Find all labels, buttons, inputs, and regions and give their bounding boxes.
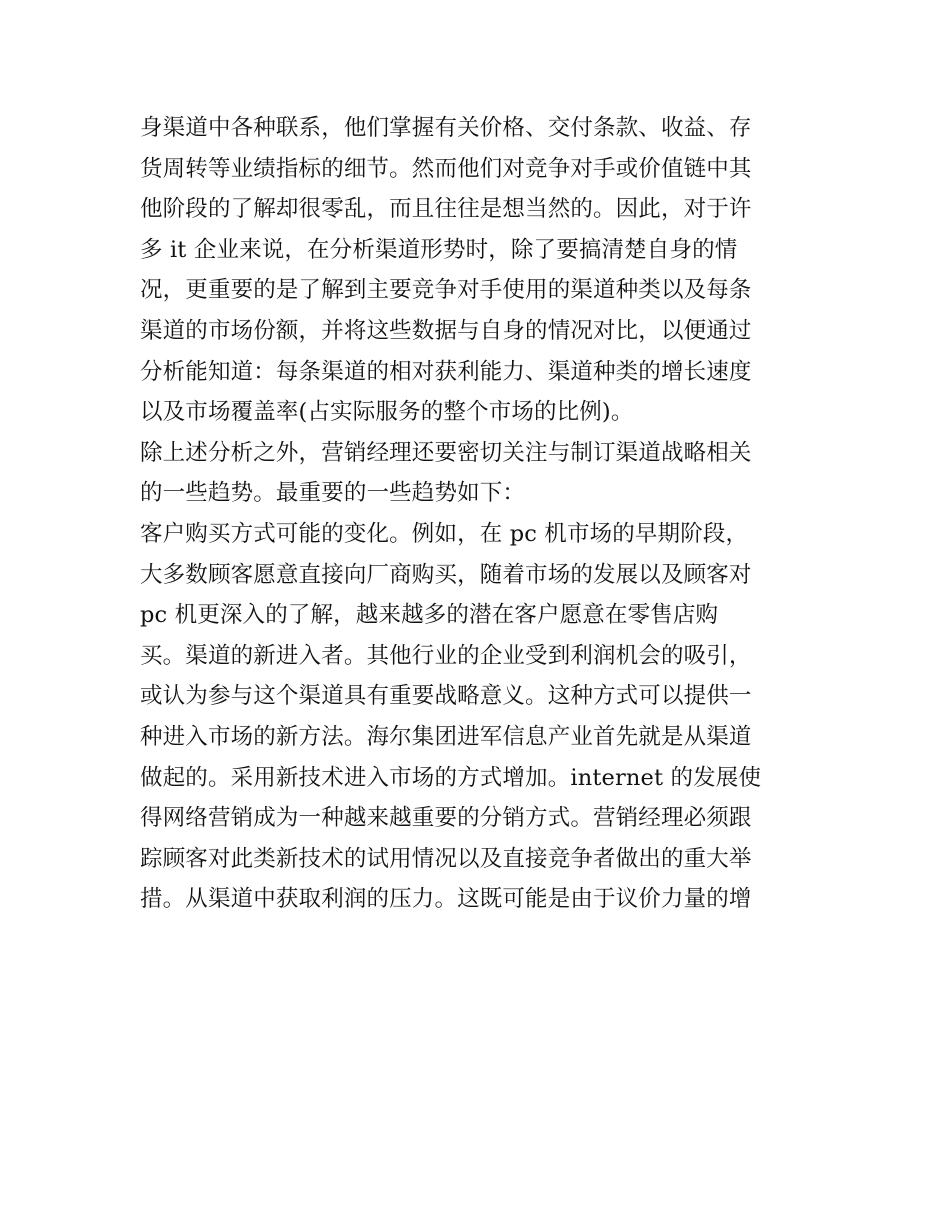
text-line-15: 或认为参与这个渠道具有重要战略意义。这种方式可以提供一 <box>140 683 752 710</box>
text-line-6: 渠道的市场份额，并将这些数据与自身的情况对比，以便通过 <box>140 317 752 344</box>
text-line-9: 除上述分析之外，营销经理还要密切关注与制订渠道战略相关 <box>140 439 752 466</box>
text-line-17: 做起的。采用新技术进入市场的方式增加。internet 的发展使 <box>140 764 762 791</box>
text-line-3: 他阶段的了解却很零乱，而且往往是想当然的。因此，对于许 <box>140 196 752 223</box>
text-line-11: 客户购买方式可能的变化。例如，在 pc 机市场的早期阶段， <box>140 520 749 547</box>
text-line-14: 买。渠道的新进入者。其他行业的企业受到利润机会的吸引， <box>140 642 752 669</box>
text-line-12: 大多数顾客愿意直接向厂商购买，随着市场的发展以及顾客对 <box>140 561 752 588</box>
text-line-2: 货周转等业绩指标的细节。然而他们对竞争对手或价值链中其 <box>140 155 752 182</box>
text-line-19: 踪顾客对此类新技术的试用情况以及直接竞争者做出的重大举 <box>140 845 752 872</box>
text-line-1: 身渠道中各种联系，他们掌握有关价格、交付条款、收益、存 <box>140 115 752 141</box>
text-line-7: 分析能知道：每条渠道的相对获利能力、渠道种类的增长速度 <box>140 358 752 385</box>
text-line-8: 以及市场覆盖率(占实际服务的整个市场的比例)。 <box>140 399 634 426</box>
text-line-20: 措。从渠道中获取利润的压力。这既可能是由于议价力量的增 <box>140 886 752 913</box>
body-text <box>140 108 820 920</box>
text-line-10: 的一些趋势。最重要的一些趋势如下： <box>140 480 526 507</box>
text-line-4: 多 it 企业来说，在分析渠道形势时，除了要搞清楚自身的情 <box>140 236 738 263</box>
text-line-13: pc 机更深入的了解，越来越多的潜在客户愿意在零售店购 <box>140 602 719 629</box>
text-line-16: 种进入市场的新方法。海尔集团进军信息产业首先就是从渠道 <box>140 723 752 750</box>
text-line-18: 得网络营销成为一种越来越重要的分销方式。营销经理必须跟 <box>140 805 752 832</box>
text-line-5: 况，更重要的是了解到主要竞争对手使用的渠道种类以及每条 <box>140 277 752 304</box>
